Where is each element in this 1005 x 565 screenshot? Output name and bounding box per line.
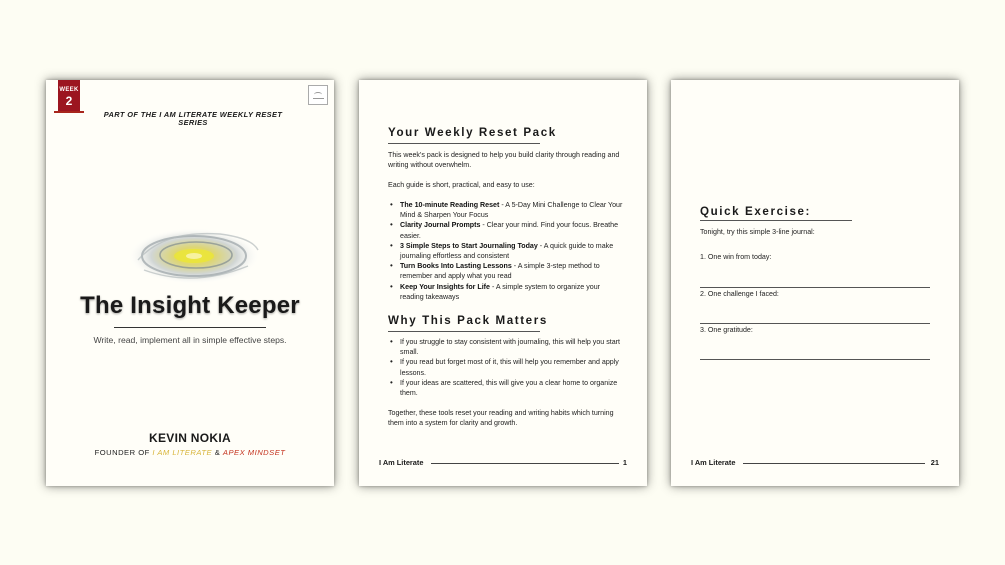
- list-item: • 3 Simple Steps to Start Journaling Today - A quick guide to make journaling effortless and consistent: [388, 241, 624, 261]
- guide-list: [388, 200, 624, 302]
- pack-heading-rule: [388, 143, 540, 144]
- answer-line-gratitude[interactable]: [700, 359, 930, 360]
- exercise-heading: Quick Exercise:: [700, 205, 812, 218]
- brand-apex-mindset: APEX MINDSET: [222, 448, 286, 457]
- exercise-heading-rule: [700, 220, 852, 221]
- cover-page: [46, 80, 334, 486]
- page-number: 1: [622, 458, 627, 467]
- list-item: • Turn Books Into Lasting Lessons - A simple 3-step method to remember and apply what you read: [388, 261, 624, 281]
- ribbon-underline: [54, 111, 84, 113]
- list-item: • The 10-minute Reading Reset - A 5-Day Mini Challenge to Clear Your Mind & Sharpen Your Focus: [388, 200, 624, 220]
- founder-prefix: FOUNDER OF: [94, 448, 150, 457]
- answer-line-win[interactable]: [700, 287, 930, 288]
- pack-intro: This week’s pack is designed to help you build clarity through reading and writing without overwhelm.: [388, 151, 620, 170]
- footer-rule: [743, 463, 925, 464]
- cover-tagline: Write, read, implement all in simple effective steps.: [93, 335, 287, 345]
- matters-heading-rule: [388, 331, 540, 332]
- prompt-gratitude: 3. One gratitude:: [700, 326, 753, 334]
- week-ribbon: [58, 80, 80, 112]
- page-footer: [379, 458, 627, 470]
- answer-line-challenge[interactable]: [700, 323, 930, 324]
- brand-logo-icon: [308, 85, 328, 105]
- footer-brand: I Am Literate: [379, 458, 424, 467]
- list-item: • If you read but forget most of it, this will help you remember and apply lessons.: [388, 357, 624, 377]
- series-tagline: PART OF THE I AM LITERATE WEEKLY RESET SERIES: [103, 110, 283, 127]
- footer-brand: I Am Literate: [691, 458, 736, 467]
- page-number: 21: [930, 458, 939, 467]
- quick-exercise-page: [671, 80, 959, 486]
- pack-closing: Together, these tools reset your reading and writing habits which turning them into a system for clarity and growth.: [388, 409, 614, 428]
- exercise-intro: Tonight, try this simple 3-line journal:: [700, 228, 815, 236]
- prompt-challenge: 2. One challenge I faced:: [700, 290, 779, 298]
- list-item: • If you struggle to stay consistent with journaling, this will help you start small.: [388, 337, 624, 357]
- title-divider: [114, 327, 266, 328]
- weekly-reset-pack-page: [359, 80, 647, 486]
- brand-ampersand: &: [214, 448, 221, 457]
- matters-list: [388, 337, 624, 398]
- pack-heading: Your Weekly Reset Pack: [388, 126, 557, 139]
- week-label: WEEK: [59, 87, 79, 93]
- author-name: KEVIN NOKIA: [149, 431, 231, 445]
- list-item: • Keep Your Insights for Life - A simple system to organize your reading takeaways: [388, 282, 624, 302]
- page-footer: [691, 458, 939, 470]
- list-item: • If your ideas are scattered, this will give you a clear home to organize them.: [388, 378, 624, 398]
- founder-line: [46, 448, 334, 457]
- pack-lead: Each guide is short, practical, and easy to use:: [388, 181, 535, 189]
- swirl-graphic-icon: [124, 220, 264, 288]
- prompt-win: 1. One win from today:: [700, 253, 772, 261]
- footer-rule: [431, 463, 619, 464]
- list-item: • Clarity Journal Prompts - Clear your mind. Find your focus. Breathe easier.: [388, 220, 624, 240]
- brand-i-am-literate: I AM LITERATE: [152, 448, 213, 457]
- matters-heading: Why This Pack Matters: [388, 314, 548, 327]
- cover-title: The Insight Keeper: [80, 292, 300, 319]
- week-number: 2: [65, 94, 73, 108]
